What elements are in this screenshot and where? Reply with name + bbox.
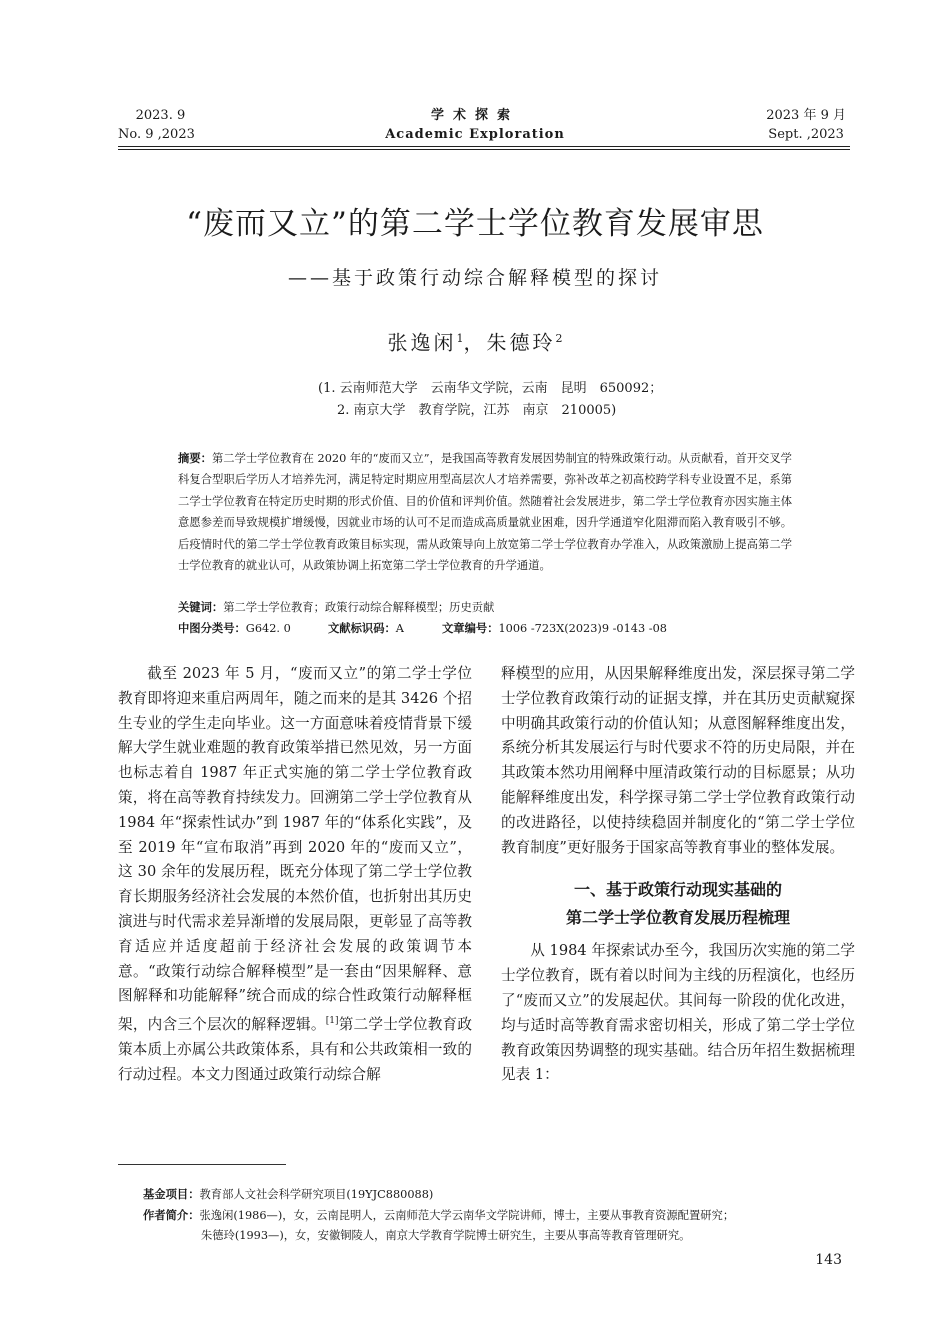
author-bio-label: 作者简介： xyxy=(143,1208,200,1222)
author-affil-marker: 2 xyxy=(555,332,563,345)
section-heading xyxy=(501,876,855,932)
keywords-label: 关键词： xyxy=(178,600,224,614)
keywords-text: 第二学士学位教育；政策行动综合解释模型；历史贡献 xyxy=(223,601,495,614)
clc-label: 中图分类号： xyxy=(178,621,246,635)
header-issue-left xyxy=(118,106,195,146)
header-year-month: 2023. 9 xyxy=(135,108,186,123)
body-text: 截至 2023 年 5 月，“废而又立”的第二学士学位教育即将迎来重启两周年，随之而来的是其 3426 个招生专业的学生走向毕业。这一方面意味着疫情背景下缓解大学生就业难题的教育政策举措已然见效，另一方面也标志着自 1987 年正式实施的第二学士学位教育政策，将在高等教育持续发力。回溯第二学士学位教育从 1984 年“探索性试办”到 1987 年的“体系化实践”，及至 2019 年“宣布取消”再到 2020 年的“废而又立”，这 30 余年的发展历程，既充分体现了第二学士学位教育长期服务经济社会发展的本然价值，也折射出其历史演进与时代需求差异渐增的发展局限，更彰显了高等教育适应并适度超前于经济社会发展的政策调节本意。“政策行动综合解释模型”是一套由“因果解释、意图解释和功能解释”统合而成的综合性政策行动解释框架，内含三个层次的解释逻辑。 xyxy=(118,665,472,1034)
author-affil-marker: 1 xyxy=(456,332,464,345)
funding-text: 教育部人文社会科学研究项目(19YJC880088) xyxy=(199,1188,434,1201)
clc-value: G642. 0 xyxy=(245,622,291,635)
section-heading-line: 一、基于政策行动现实基础的 xyxy=(573,880,782,900)
footnote-funding xyxy=(143,1184,843,1205)
body-paragraph: 释模型的应用，从因果解释维度出发，深层探寻第二学士学位教育政策行动的证据支撑，并在其历史贡献窥探中明确其政策行动的价值认知；从意图解释维度出发，系统分析其发展运行与时代要求不符的历史局限，并在其政策本然功用阐释中厘清政策行动的目标愿景；从功能解释维度出发，科学探寻第二学士学位教育政策行动的改进路径，以使持续稳固并制度化的“第二学士学位教育制度”更好服务于国家高等教育事业的整体发展。 xyxy=(501,665,855,856)
header-issue-right xyxy=(766,106,846,146)
header-journal xyxy=(340,106,610,146)
header-rule-bottom xyxy=(118,149,850,150)
footnote-author xyxy=(143,1205,843,1226)
body-column-right xyxy=(501,662,855,1088)
header-rule-top xyxy=(118,146,850,147)
footnote-rule xyxy=(118,1164,286,1165)
doc-code-label: 文献标识码： xyxy=(328,621,396,635)
article-number-value: 1006 -723X(2023)9 -0143 -08 xyxy=(498,622,667,635)
abstract-label: 摘要： xyxy=(178,451,212,465)
funding-label: 基金项目： xyxy=(143,1187,200,1201)
page-number: 143 xyxy=(815,1252,842,1268)
author-name: 张逸闲 xyxy=(387,330,457,355)
doc-code-value: A xyxy=(395,622,404,635)
journal-name-en: Academic Exploration xyxy=(385,127,565,142)
body-text: 第二学士学位教育政策本质上亦属公共政策体系，具有和公共政策相一致的行动过程。本文力图通过政策行动综合解 xyxy=(118,1016,472,1083)
journal-name-cn: 学术探索 xyxy=(430,108,519,123)
classification-line xyxy=(178,618,798,639)
article-subtitle: ——基于政策行动综合解释模型的探讨 xyxy=(287,267,662,289)
header-issue-number: No. 9 ,2023 xyxy=(118,127,195,142)
abstract-text: 第二学士学位教育在 2020 年的“废而又立”，是我国高等教育发展因势制宜的特殊政策行动。从贡献看，首开交叉学科复合型职后学历人才培养先河，满足特定时期应用型高层次人才培养需要，弥补改革之初高校跨学科专业设置不足，系第二学士学位教育在特定历史时期的形式价值、目的价值和评判价值。然随着社会发展进步，第二学士学位教育亦因实施主体意愿参差而导致规模扩增缓慢，因就业市场的认可不足而造成高质量就业困难，因升学通道窄化阻滞而陷入教育吸引不够。后疫情时代的第二学士学位教育政策目标实现，需从政策导向上放宽第二学士学位教育办学准入，从政策激励上提高第二学士学位教育的就业认可，从政策协调上拓宽第二学士学位教育的升学通道。 xyxy=(178,452,792,573)
header-date-en: Sept. ,2023 xyxy=(768,127,844,142)
body-paragraph: 从 1984 年探索试办至今，我国历次实施的第二学士学位教育，既有着以时间为主线的历程演化，也经历了“废而又立”的发展起伏。其间每一阶段的优化改进，均与适时高等教育需求密切相关，形成了第二学士学位教育政策因势调整的现实基础。结合历年招生数据梳理见表 1： xyxy=(501,942,855,1084)
affiliation-1: (1. 云南师范大学 云南华文学院，云南 昆明 650092； xyxy=(318,381,663,396)
body-paragraph xyxy=(118,662,472,1087)
section-heading-line: 第二学士学位教育发展历程梳理 xyxy=(565,908,790,928)
body-column-left xyxy=(118,662,472,1087)
abstract xyxy=(178,448,792,576)
citation-ref: [1] xyxy=(325,1016,339,1027)
author-bio-text: 张逸闲(1986—)，女，云南昆明人，云南师范大学云南华文学院讲师，博士，主要从事教育资源配置研究； xyxy=(199,1209,735,1222)
author-name: 朱德玲 xyxy=(486,330,556,355)
footnote-author-2: 朱德玲(1993—)，女，安徽铜陵人，南京大学教育学院博士研究生，主要从事高等教育管理研究。 xyxy=(201,1229,691,1242)
author-line xyxy=(0,324,950,358)
author-separator: ， xyxy=(463,330,487,355)
article-title: “废而又立”的第二学士学位教育发展审思 xyxy=(186,206,764,242)
article-number-label: 文章编号： xyxy=(442,621,499,635)
affiliation-2: 2. 南京大学 教育学院，江苏 南京 210005) xyxy=(337,403,617,418)
keywords xyxy=(178,597,798,618)
header-date-cn: 2023 年 9 月 xyxy=(766,108,846,123)
